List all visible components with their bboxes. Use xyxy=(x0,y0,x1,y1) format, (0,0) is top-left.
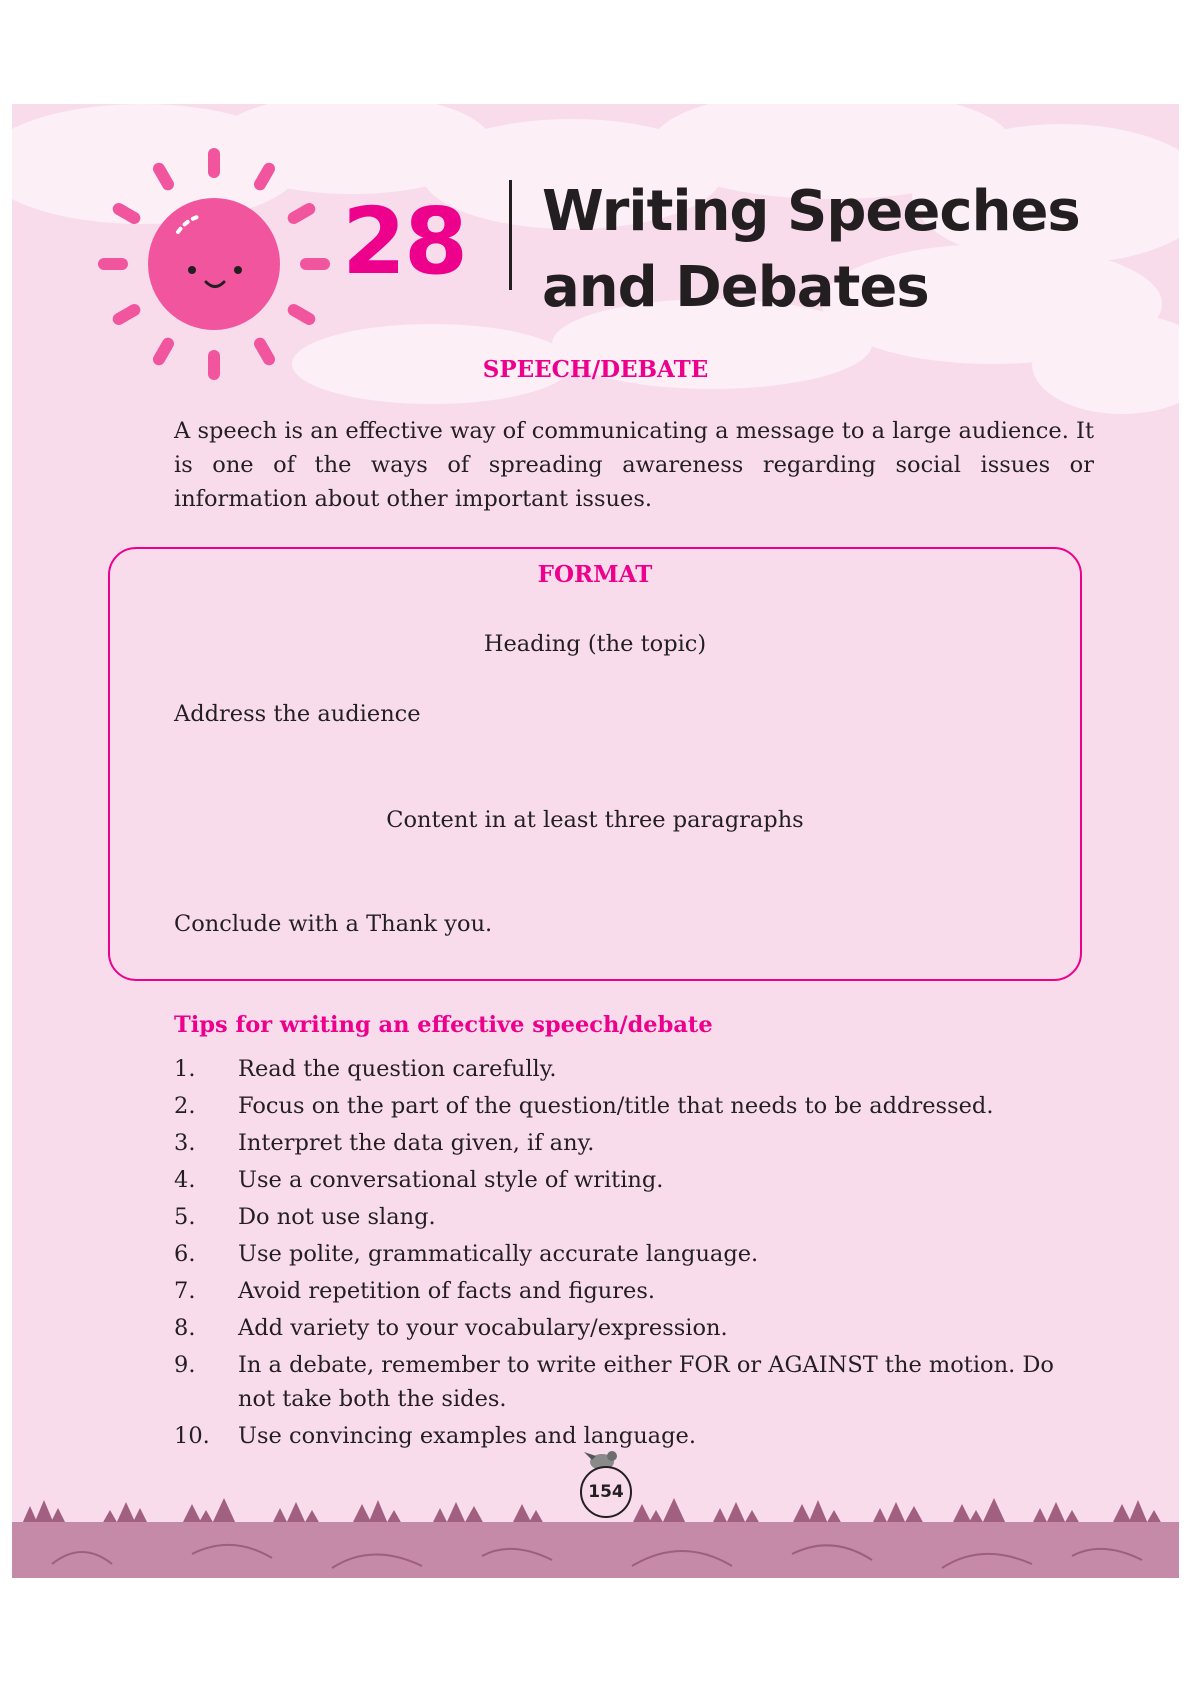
title-divider xyxy=(509,180,512,290)
format-heading-line: Heading (the topic) xyxy=(483,631,707,657)
list-item-number: 3. xyxy=(174,1130,196,1156)
chapter-title-line-2: and Debates xyxy=(542,255,929,320)
list-item-text: Use convincing examples and language. xyxy=(238,1423,696,1449)
speech-debate-heading: SPEECH/DEBATE xyxy=(482,356,709,383)
format-conclude-line: Conclude with a Thank you. xyxy=(174,911,493,937)
list-item-text: Avoid repetition of facts and figures. xyxy=(238,1278,656,1304)
list-item-text: In a debate, remember to write either FOR or AGAINST the motion. Do not take both the sides. xyxy=(238,1352,1054,1412)
format-heading: FORMAT xyxy=(537,561,653,588)
list-item xyxy=(174,1419,1096,1453)
list-item xyxy=(174,1126,1096,1160)
format-box xyxy=(108,547,1082,981)
list-item-number: 5. xyxy=(174,1204,196,1230)
chapter-title-line-1: Writing Speeches xyxy=(542,179,1080,244)
list-item xyxy=(174,1200,1096,1234)
smiling-sun-icon xyxy=(98,148,330,380)
list-item-text: Read the question carefully. xyxy=(238,1056,557,1082)
format-address-line: Address the audience xyxy=(174,701,421,727)
list-item xyxy=(174,1089,1096,1123)
list-item xyxy=(174,1052,1096,1086)
list-item-text: Do not use slang. xyxy=(238,1204,436,1230)
list-item-text: Interpret the data given, if any. xyxy=(238,1130,595,1156)
list-item-text: Add variety to your vocabulary/expression. xyxy=(238,1315,728,1341)
list-item-text: Use polite, grammatically accurate language. xyxy=(238,1241,759,1267)
list-item xyxy=(174,1163,1096,1197)
format-content-line: Content in at least three paragraphs xyxy=(386,807,804,833)
list-item xyxy=(174,1348,1096,1416)
page-number: 154 xyxy=(580,1466,632,1518)
list-item-text: Use a conversational style of writing. xyxy=(238,1167,664,1193)
chapter-number: 28 xyxy=(342,188,467,295)
list-item-number: 8. xyxy=(174,1315,196,1341)
list-item-number: 9. xyxy=(174,1352,196,1378)
chapter-title xyxy=(542,174,1080,326)
list-item-text: Focus on the part of the question/title that needs to be addressed. xyxy=(238,1093,994,1119)
list-item xyxy=(174,1274,1096,1308)
list-item-number: 7. xyxy=(174,1278,196,1304)
page-sheet xyxy=(12,104,1179,1578)
list-item-number: 6. xyxy=(174,1241,196,1267)
tips-list xyxy=(174,1052,1096,1456)
list-item xyxy=(174,1311,1096,1345)
list-item-number: 1. xyxy=(174,1056,196,1082)
list-item xyxy=(174,1237,1096,1271)
list-item-number: 2. xyxy=(174,1093,196,1119)
tips-heading: Tips for writing an effective speech/debate xyxy=(174,1012,713,1038)
intro-paragraph: A speech is an effective way of communicating a message to a large audience. It is one of the ways of spreading awareness regarding social issues or information about other important issues. xyxy=(174,418,1094,512)
list-item-number: 4. xyxy=(174,1167,196,1193)
list-item-number: 10. xyxy=(174,1423,210,1449)
